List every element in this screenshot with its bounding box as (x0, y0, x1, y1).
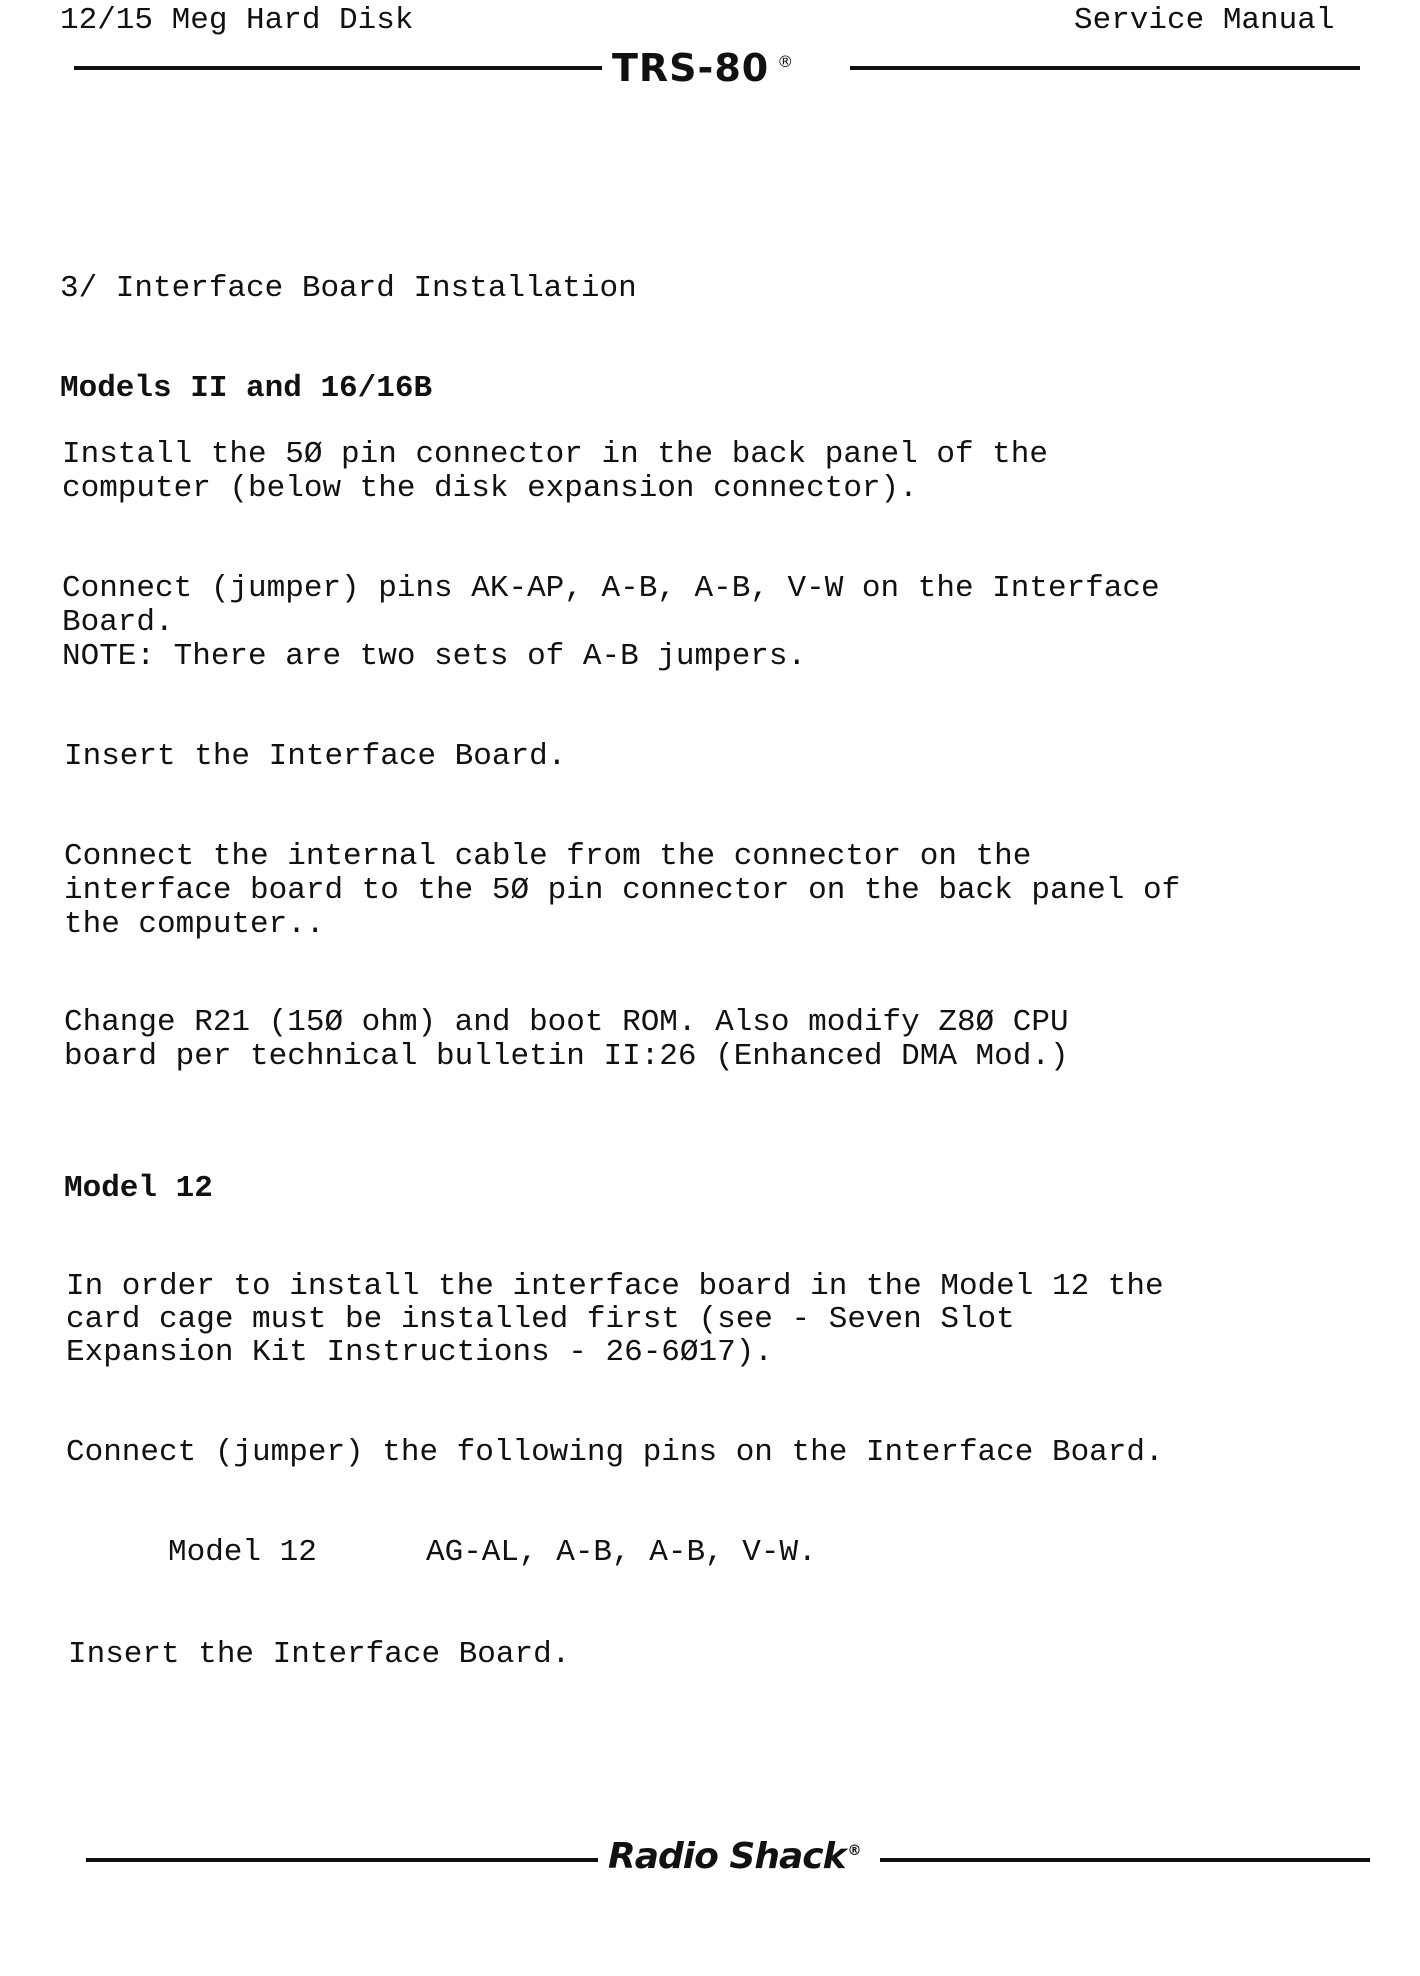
text-line: Insert the Interface Board. (68, 1637, 571, 1672)
footer-rule-left (86, 1858, 598, 1862)
paragraph-connect-following (66, 1436, 1164, 1470)
header-left-title: 12/15 Meg Hard Disk (60, 3, 414, 38)
text-line: Board. (62, 605, 174, 640)
text-line: Expansion Kit Instructions - 26-6Ø17). (66, 1335, 773, 1370)
header-right-title: Service Manual (1074, 3, 1335, 38)
text-line: the computer.. (64, 907, 325, 942)
text-line: In order to install the interface board in the Model 12 the (66, 1269, 1164, 1304)
paragraph-insert-board (64, 740, 566, 774)
registered-mark: ® (777, 52, 795, 72)
heading-models-ii-16: Models II and 16/16B (60, 371, 433, 406)
radio-shack-logo-text: Radio Shack (608, 1836, 846, 1877)
paragraph-change-r21 (64, 1006, 1069, 1074)
heading-model-12: Model 12 (64, 1171, 213, 1206)
text-line: Install the 5Ø pin connector in the back panel of the (62, 437, 1048, 472)
section-title: 3/ Interface Board Installation (60, 271, 637, 306)
text-line: computer (below the disk expansion connector). (62, 471, 918, 506)
text-line: NOTE: There are two sets of A-B jumpers. (62, 639, 807, 674)
registered-mark: ® (847, 1843, 861, 1859)
text-line: interface board to the 5Ø pin connector on the back panel of (64, 873, 1181, 908)
jumper-model-label: Model 12 (168, 1535, 317, 1570)
text-line: Connect (jumper) pins AK-AP, A-B, A-B, V-W on the Interface (62, 571, 1160, 606)
text-line: Connect (jumper) the following pins on the Interface Board. (66, 1435, 1164, 1470)
radio-shack-logo (608, 1836, 861, 1877)
text-line: Insert the Interface Board. (64, 739, 567, 774)
paragraph-insert-board-12 (68, 1638, 570, 1672)
footer-rule-right (880, 1858, 1370, 1862)
trs80-logo (612, 46, 794, 90)
paragraph-install-connector (62, 438, 1048, 506)
header-rule-right (850, 66, 1360, 70)
paragraph-jumper-pins (62, 572, 1160, 674)
jumper-pins-value: AG-AL, A-B, A-B, V-W. (426, 1535, 817, 1570)
text-line: Connect the internal cable from the connector on the (64, 839, 1032, 874)
paragraph-connect-cable (64, 840, 1180, 942)
trs80-logo-text: TRS-80 (612, 46, 770, 90)
header-rule-left (74, 66, 602, 70)
text-line: board per technical bulletin II:26 (Enhanced DMA Mod.) (64, 1039, 1069, 1074)
text-line: Change R21 (15Ø ohm) and boot ROM. Also modify Z8Ø CPU (64, 1005, 1069, 1040)
paragraph-card-cage (66, 1270, 1164, 1369)
text-line: card cage must be installed first (see - Seven Slot (66, 1302, 1015, 1337)
